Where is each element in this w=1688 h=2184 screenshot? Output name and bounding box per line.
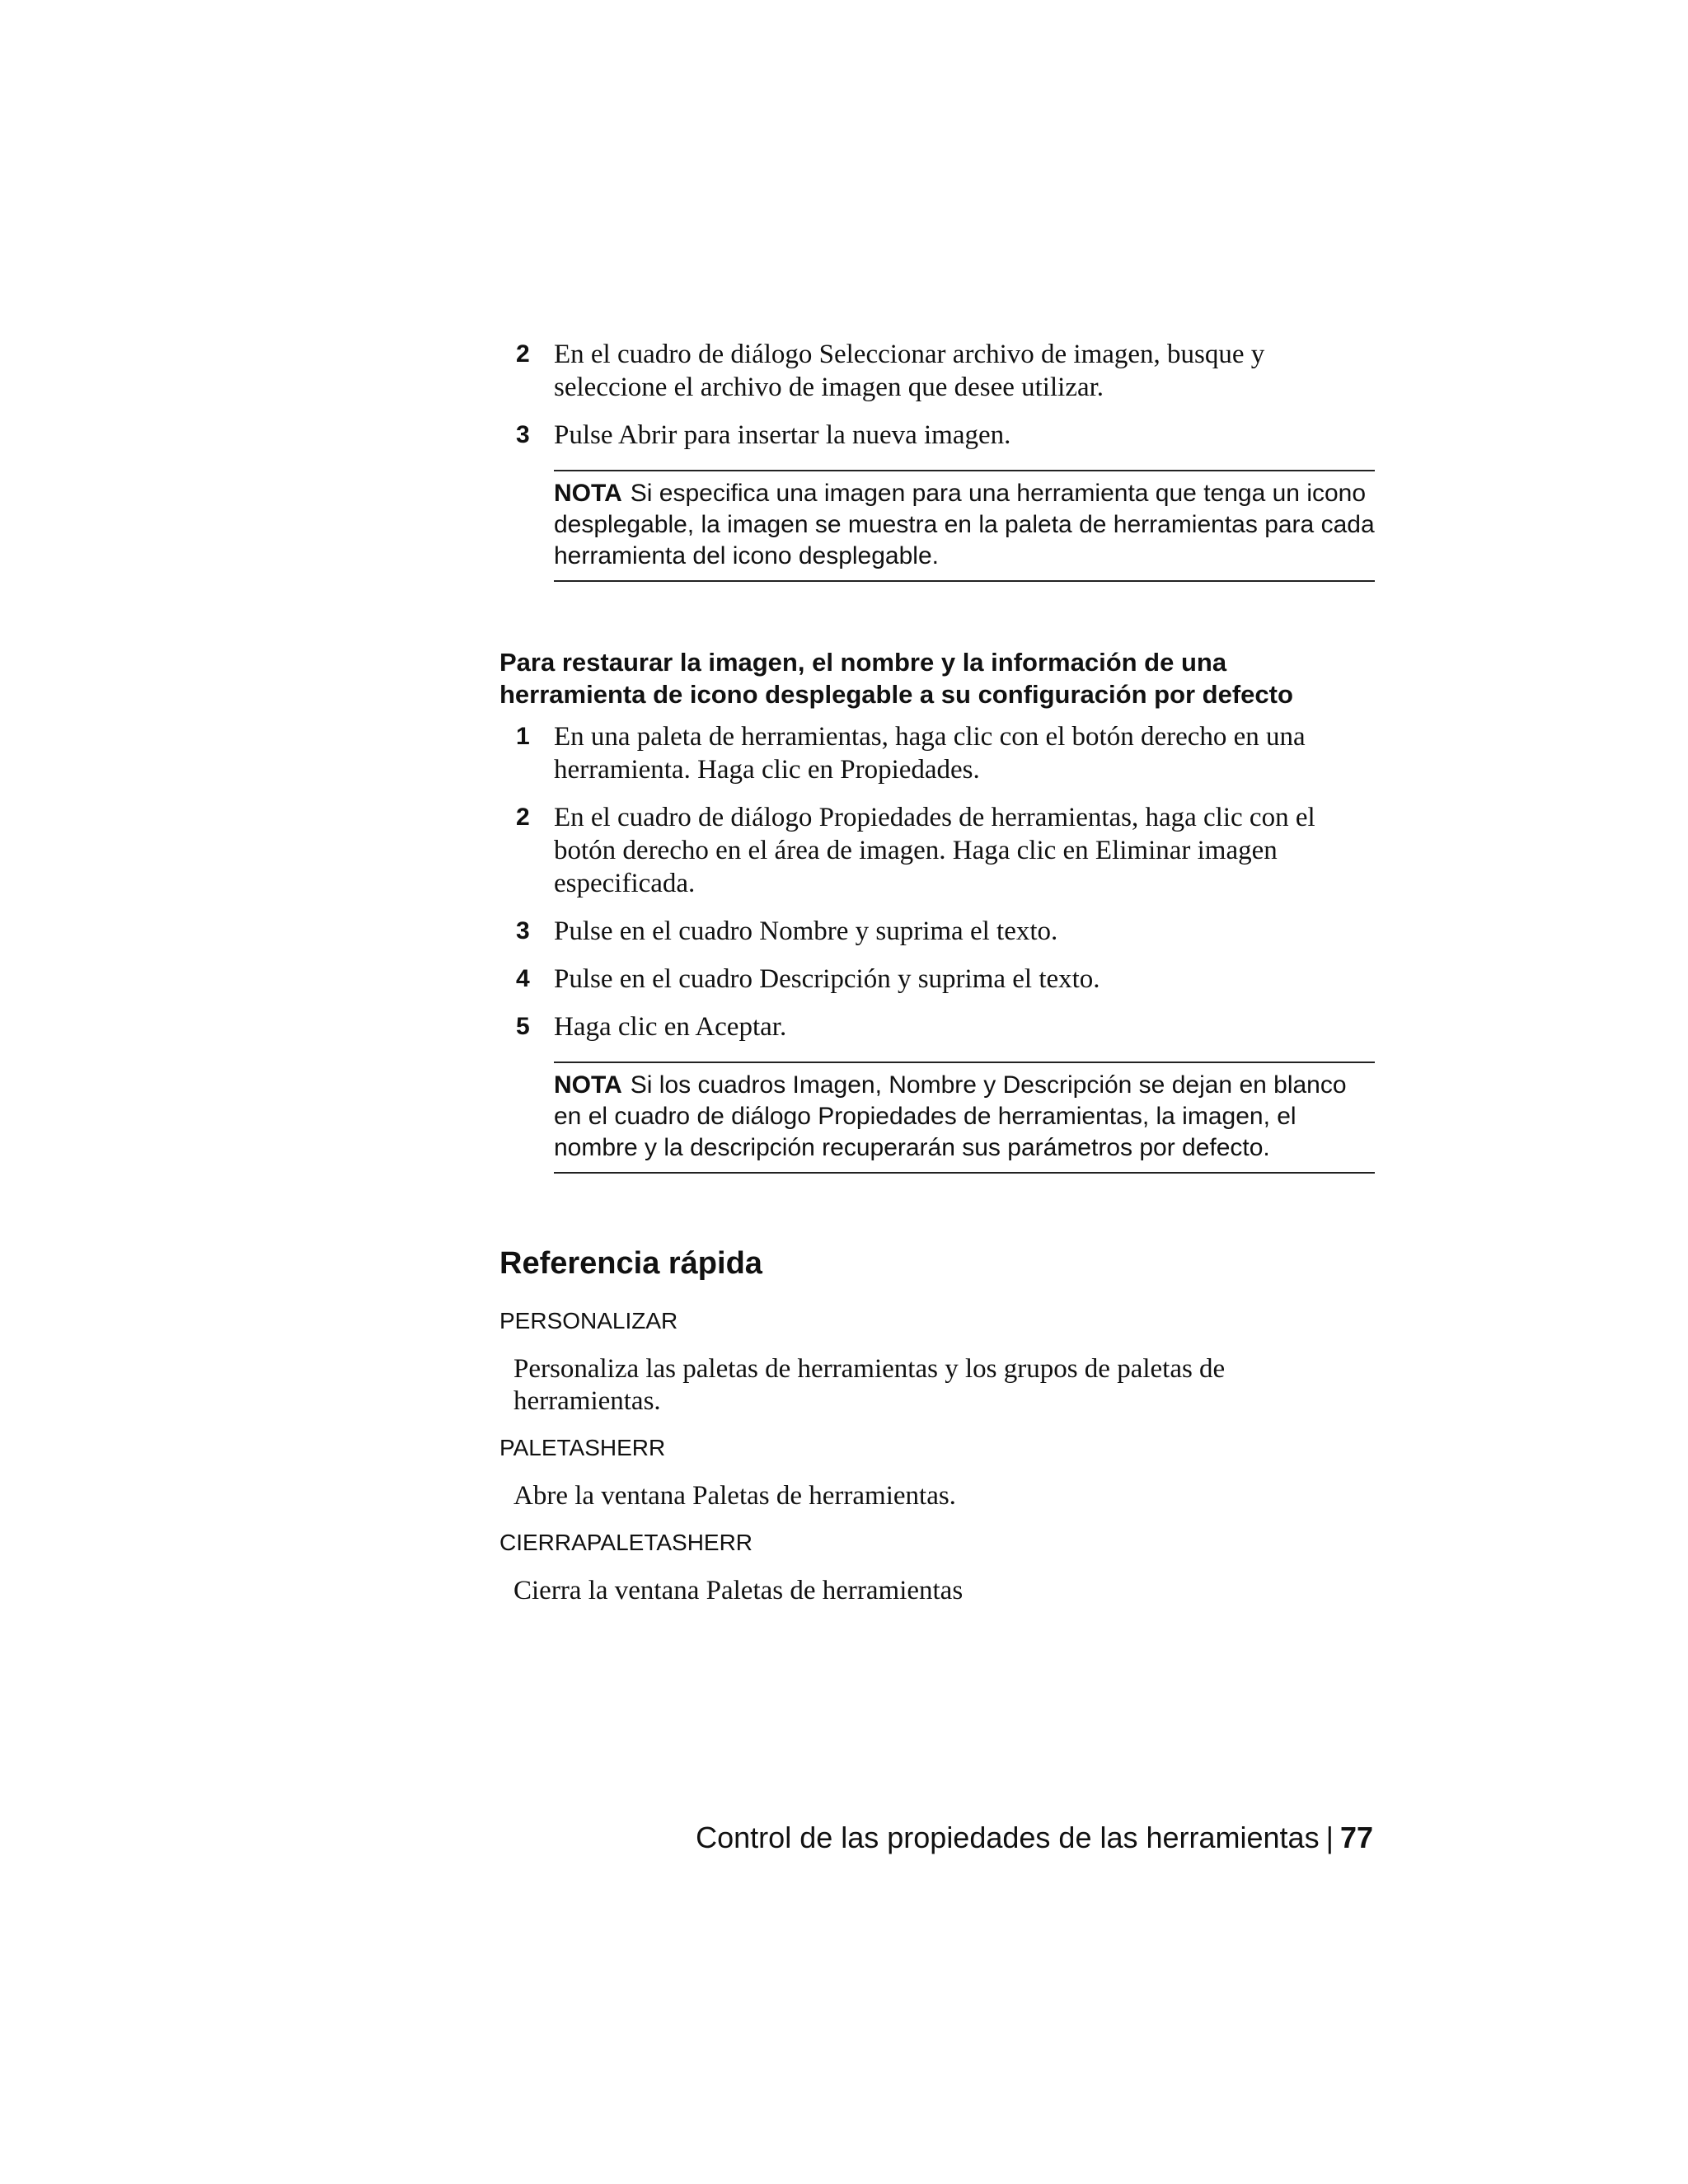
procedure-heading: Para restaurar la imagen, el nombre y la información de una herramienta de icono desplegable a su configuración por defecto	[499, 648, 1293, 709]
step-text: Pulse Abrir para insertar la nueva imagen.	[554, 420, 1011, 450]
step-number: 2	[516, 340, 530, 368]
step-text: En una paleta de herramientas, haga clic con el botón derecho en una herramienta. Haga clic en Propiedades.	[554, 722, 1306, 785]
step-number: 4	[516, 965, 530, 992]
footer-separator: |	[1325, 1821, 1334, 1854]
page-content	[499, 338, 1373, 1607]
step-number: 3	[516, 917, 530, 944]
list-item	[499, 801, 1373, 900]
steps-continued-list	[499, 338, 1373, 452]
procedure-steps-list	[499, 720, 1373, 1043]
command-name: CIERRAPALETASHERR	[499, 1530, 753, 1555]
footer-chapter-title: Control de las propiedades de las herramientas	[696, 1821, 1320, 1854]
command-name: PALETASHERR	[499, 1435, 666, 1460]
list-item	[499, 419, 1373, 452]
step-text: Haga clic en Aceptar.	[554, 1012, 787, 1042]
list-item	[499, 1010, 1373, 1043]
list-item	[499, 720, 1373, 786]
step-text: Pulse en el cuadro Nombre y suprima el texto.	[554, 916, 1058, 946]
command-name: PERSONALIZAR	[499, 1308, 678, 1333]
step-text: En el cuadro de diálogo Propiedades de herramientas, haga clic con el botón derecho en el área de imagen. Haga clic en Eliminar imagen especificada.	[554, 803, 1315, 898]
page-number: 77	[1339, 1821, 1373, 1854]
note-text: Si especifica una imagen para una herramienta que tenga un icono desplegable, la imagen se muestra en la paleta de herramientas para cada herramienta del icono desplegable.	[554, 480, 1375, 569]
note-box	[554, 470, 1375, 582]
page-footer	[696, 1820, 1373, 1856]
step-text: Pulse en el cuadro Descripción y suprima el texto.	[554, 964, 1100, 994]
step-number: 2	[516, 804, 530, 831]
list-item	[499, 963, 1373, 996]
note-label: NOTA	[554, 1071, 622, 1099]
step-number: 1	[516, 723, 530, 750]
note-label: NOTA	[554, 480, 622, 507]
note-text: Si los cuadros Imagen, Nombre y Descripción se dejan en blanco en el cuadro de diálogo Propiedades de herramientas, la imagen, el nombre y la descripción recuperarán sus parámetros por defecto.	[554, 1071, 1347, 1161]
list-item	[499, 915, 1373, 948]
command-description: Personaliza las paletas de herramientas y los grupos de paletas de herramientas.	[513, 1354, 1226, 1416]
step-number: 5	[516, 1013, 530, 1040]
command-description: Abre la ventana Paletas de herramientas.	[513, 1481, 956, 1511]
section-title: Referencia rápida	[499, 1246, 762, 1281]
list-item	[499, 338, 1373, 404]
step-number: 3	[516, 421, 530, 448]
command-list	[499, 1307, 1373, 1607]
command-description: Cierra la ventana Paletas de herramientas	[513, 1576, 964, 1605]
step-text: En el cuadro de diálogo Seleccionar archivo de imagen, busque y seleccione el archivo de imagen que desee utilizar.	[554, 340, 1265, 402]
note-box	[554, 1062, 1375, 1174]
